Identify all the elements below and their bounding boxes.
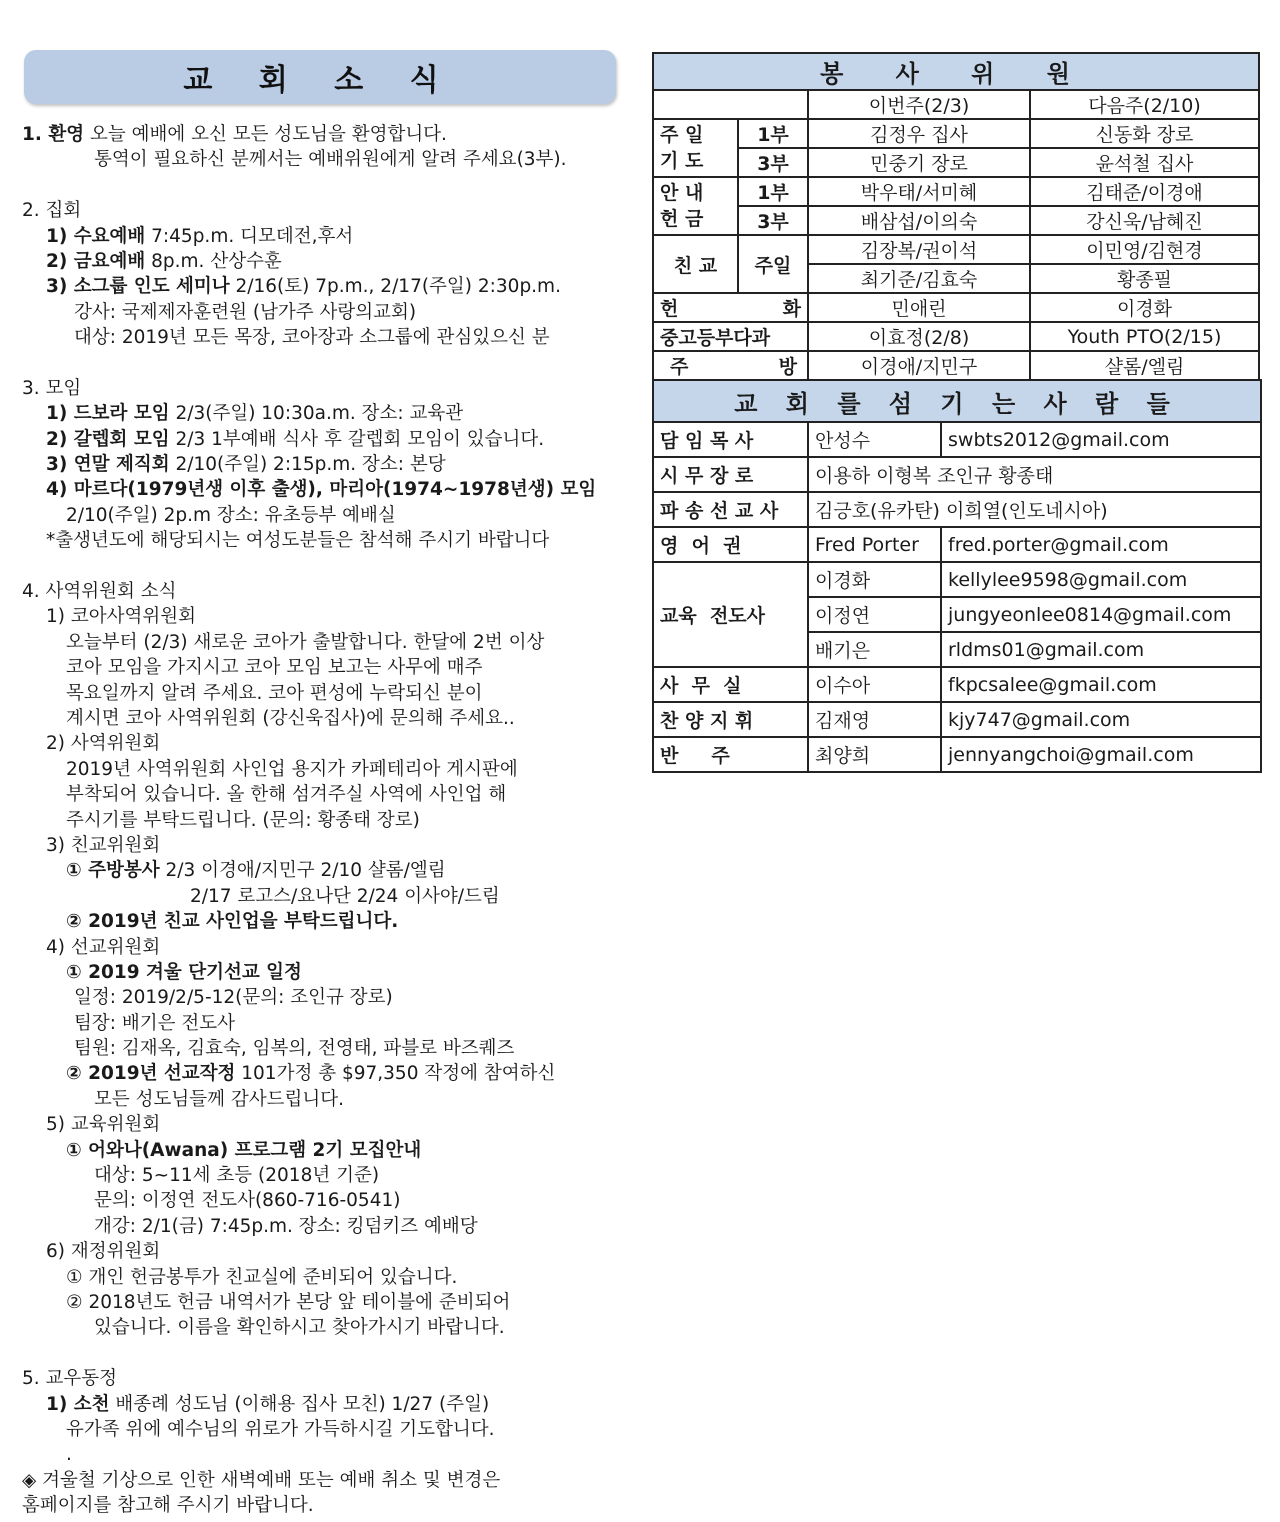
news-line (22, 1417, 637, 1442)
news-line-text: 101가정 총 $97,350 작정에 참여하신 (235, 1063, 556, 1085)
news-line (22, 1366, 637, 1391)
news-line (22, 198, 637, 223)
news-line-text: 강사: 국제제자훈련원 (남가주 사랑의교회) (74, 301, 417, 323)
news-line (22, 604, 637, 629)
news-line (22, 401, 637, 426)
news-line (22, 1442, 637, 1467)
next-week-header: 다음주(2/10) (1030, 90, 1259, 119)
news-line (22, 1112, 637, 1137)
news-line-text: 오늘부터 (2/3) 새로운 코아가 출발합니다. 한달에 2번 이상 (66, 631, 545, 653)
news-line (22, 147, 637, 172)
news-line-bold: 4) 마르다(1979년생 이후 출생), 마리아(1974~1978년생) 모임 (46, 479, 597, 501)
prayer-1-this: 김정우 집사 (808, 119, 1030, 148)
news-line (22, 249, 637, 274)
news-line-text: 홈페이지를 참고해 주시기 바랍니다. (22, 1495, 314, 1517)
pastor-email[interactable]: swbts2012@gmail.com (941, 422, 1261, 457)
flowers-this: 민애린 (808, 293, 1030, 322)
spacer (22, 173, 637, 198)
english-ministry-email[interactable]: fred.porter@gmail.com (941, 527, 1261, 562)
news-line-text: 3) 친교위원회 (46, 834, 161, 856)
news-line-text: 6) 재정위원회 (46, 1241, 161, 1263)
news-line-bold: ① 어와나(Awana) 프로그램 2기 모집안내 (66, 1139, 422, 1161)
news-line (22, 782, 637, 807)
pastor-name: 안성수 (808, 422, 941, 457)
news-line-text: 7:45p.m. 디모데전,후서 (145, 225, 354, 247)
news-line (22, 1239, 637, 1264)
news-line-text: ② 2018년도 헌금 내역서가 본당 앞 테이블에 준비되어 (66, 1291, 511, 1313)
news-line-text: 유가족 위에 예수님의 위로가 가득하시길 기도합니다. (66, 1418, 495, 1440)
news-line (22, 1087, 637, 1112)
news-line (22, 1468, 637, 1493)
news-line (22, 477, 637, 502)
choir-label: 찬 양 지 휘 (653, 702, 808, 737)
news-line (22, 706, 637, 731)
news-line (22, 1138, 637, 1163)
news-line-text: 코아 모임을 가지시고 코아 모임 보고는 사무에 매주 (66, 657, 483, 679)
education-name-2: 이정연 (808, 597, 941, 632)
news-line-bold: ① 주방봉사 (66, 860, 160, 882)
news-line (22, 985, 637, 1010)
fellowship-label: 친 교 (653, 235, 738, 293)
news-line (22, 1315, 637, 1340)
news-line-bold: 2) 갈렙회 모임 (46, 428, 170, 450)
news-line (22, 833, 637, 858)
news-line-bold: 1) 소천 (46, 1393, 110, 1415)
youth-snack-next: Youth PTO(2/15) (1030, 322, 1259, 351)
news-line (22, 503, 637, 528)
news-line (22, 1036, 637, 1061)
news-line (22, 1188, 637, 1213)
usher-1-this: 박우태/서미혜 (808, 177, 1030, 206)
church-news-body (22, 122, 637, 1518)
news-line-text: 주시기를 부탁드립니다. (문의: 황종태 장로) (66, 809, 420, 831)
spacer (22, 351, 637, 376)
news-line-text: ① 개인 헌금봉투가 친교실에 준비되어 있습니다. (66, 1266, 458, 1288)
education-email-3[interactable]: rldms01@gmail.com (941, 632, 1261, 667)
news-line-bold: 1) 수요예배 (46, 225, 146, 247)
news-line-text: 2. 집회 (22, 200, 82, 222)
usher-1-next: 김태준/이경애 (1030, 177, 1259, 206)
usher-3-service: 3부 (738, 206, 808, 235)
news-line-text: 일정: 2019/2/5-12(문의: 조인규 장로) (74, 987, 393, 1009)
news-line-text: 팀원: 김재옥, 김효숙, 임복의, 전영태, 파블로 바즈퀘즈 (74, 1038, 515, 1060)
news-line (22, 731, 637, 756)
kitchen-next: 샬롬/엘림 (1030, 351, 1259, 380)
fellowship-1-next: 이민영/김현경 (1030, 235, 1259, 264)
education-email-1[interactable]: kellylee9598@gmail.com (941, 562, 1261, 597)
fellowship-day: 주일 (738, 235, 808, 293)
volunteers-table (652, 52, 1260, 381)
education-name-1: 이경화 (808, 562, 941, 597)
office-email[interactable]: fkpcsalee@gmail.com (941, 667, 1261, 702)
news-line-text: 계시면 코아 사역위원회 (강신욱집사)에 문의해 주세요.. (66, 707, 515, 729)
news-line (22, 1265, 637, 1290)
news-line (22, 630, 637, 655)
staff-table (652, 379, 1262, 773)
news-line (22, 1290, 637, 1315)
news-line (22, 274, 637, 299)
news-line (22, 655, 637, 680)
news-line-text: 5) 교육위원회 (46, 1114, 161, 1136)
usher-offering-label: 안 내 헌 금 (653, 177, 738, 235)
news-line-text: 개강: 2/1(금) 7:45p.m. 장소: 킹덤키즈 예배당 (94, 1215, 478, 1237)
news-line-text: 4. 사역위원회 소식 (22, 581, 177, 603)
english-ministry-label: 영 어 권 (653, 527, 808, 562)
news-line-text: 2) 사역위원회 (46, 733, 161, 755)
news-line-text: 통역이 필요하신 분께서는 예배위원에게 알려 주세요(3부). (94, 149, 567, 171)
prayer-1-next: 신동화 장로 (1030, 119, 1259, 148)
prayer-label: 주 일 기 도 (653, 119, 738, 177)
prayer-3-service: 3부 (738, 148, 808, 177)
news-line (22, 122, 637, 147)
fellowship-2-next: 황종필 (1030, 264, 1259, 293)
church-news-title: 교 회 소 식 (24, 50, 616, 104)
elders-label: 시 무 장 로 (653, 457, 808, 492)
accompanist-email[interactable]: jennyangchoi@gmail.com (941, 737, 1261, 772)
news-line-bold: 3) 연말 제직회 (46, 454, 170, 476)
news-line-text: 부착되어 있습니다. 올 한해 섬겨주실 사역에 사인업 해 (66, 784, 507, 806)
news-line (22, 909, 637, 934)
news-line (22, 300, 637, 325)
news-line-text: 8p.m. 산상수훈 (145, 250, 282, 272)
choir-name: 김재영 (808, 702, 941, 737)
education-email-2[interactable]: jungyeonlee0814@gmail.com (941, 597, 1261, 632)
news-line-bold: 3) 소그룹 인도 세미나 (46, 276, 230, 298)
news-line-bold: ② 2019년 친교 사인업을 부탁드립니다. (66, 911, 399, 933)
news-line-bold: 1) 드보라 모임 (46, 403, 170, 425)
choir-email[interactable]: kjy747@gmail.com (941, 702, 1261, 737)
news-line (22, 528, 637, 553)
flowers-next: 이경화 (1030, 293, 1259, 322)
kitchen-this: 이경애/지민구 (808, 351, 1030, 380)
news-line-text: ◈ 겨울철 기상으로 인한 새벽예배 또는 예배 취소 및 변경은 (22, 1469, 501, 1491)
prayer-1-service: 1부 (738, 119, 808, 148)
news-line-bold: 2) 금요예배 (46, 250, 146, 272)
accompanist-label: 반 주 (653, 737, 808, 772)
news-line-text: 2/3 1부예배 식사 후 갈렙회 모임이 있습니다. (169, 428, 545, 450)
news-line (22, 935, 637, 960)
fellowship-2-this: 최기준/김효숙 (808, 264, 1030, 293)
news-line-text: 문의: 이정연 전도사(860-716-0541) (94, 1190, 401, 1212)
news-line (22, 681, 637, 706)
prayer-3-next: 윤석철 집사 (1030, 148, 1259, 177)
news-line (22, 757, 637, 782)
church-news-section (22, 50, 637, 1518)
education-label: 교육 전도사 (653, 562, 808, 667)
news-line-text: . (66, 1444, 72, 1466)
news-line-text: 2/16(토) 7p.m., 2/17(주일) 2:30p.m. (229, 276, 561, 298)
news-line-text: 모든 성도님들께 감사드립니다. (94, 1088, 344, 1110)
office-label: 사 무 실 (653, 667, 808, 702)
news-line-bold: ② 2019년 선교작정 (66, 1063, 236, 1085)
prayer-3-this: 민중기 장로 (808, 148, 1030, 177)
news-line-text: 대상: 5~11세 초등 (2018년 기준) (94, 1165, 380, 1187)
news-line (22, 224, 637, 249)
usher-1-service: 1부 (738, 177, 808, 206)
news-line-text: 2/3(주일) 10:30a.m. 장소: 교육관 (169, 403, 464, 425)
news-line-text: 2/10(주일) 2:15p.m. 장소: 본당 (169, 454, 446, 476)
news-line-text: 배종례 성도님 (이해용 집사 모친) 1/27 (주일) (109, 1393, 490, 1415)
news-line (22, 579, 637, 604)
usher-3-next: 강신욱/남혜진 (1030, 206, 1259, 235)
sidebar-tables (652, 52, 1262, 773)
spacer (22, 554, 637, 579)
flowers-label: 헌 화 (653, 293, 808, 322)
news-line (22, 1493, 637, 1518)
news-line (22, 884, 637, 909)
news-line-text: 있습니다. 이름을 확인하시고 찾아가시기 바랍니다. (94, 1317, 505, 1339)
news-line (22, 1011, 637, 1036)
accompanist-name: 최양희 (808, 737, 941, 772)
news-line-text: 2019년 사역위원회 사인업 용지가 카페테리아 게시판에 (66, 758, 518, 780)
news-line (22, 325, 637, 350)
elders-names: 이용하 이형복 조인규 황종태 (808, 457, 1261, 492)
news-line-text: 목요일까지 알려 주세요. 코아 편성에 누락되신 분이 (66, 682, 483, 704)
news-line-text: 대상: 2019년 모든 목장, 코아장과 소그룹에 관심있으신 분 (74, 327, 550, 349)
news-line (22, 376, 637, 401)
news-line (22, 1214, 637, 1239)
news-line (22, 1392, 637, 1417)
this-week-header: 이번주(2/3) (808, 90, 1030, 119)
youth-snack-label: 중고등부다과 (653, 322, 808, 351)
news-line-text: 팀장: 배기은 전도사 (74, 1012, 235, 1034)
news-line (22, 427, 637, 452)
news-line (22, 1163, 637, 1188)
news-line-bold: ① 2019 겨울 단기선교 일정 (66, 961, 302, 983)
spacer (22, 1341, 637, 1366)
news-line (22, 858, 637, 883)
english-ministry-name: Fred Porter (808, 527, 941, 562)
news-line-text: 5. 교우동정 (22, 1368, 118, 1390)
pastor-label: 담 임 목 사 (653, 422, 808, 457)
volunteers-title: 봉 사 위 원 (653, 53, 1259, 90)
news-line-text: 2/10(주일) 2p.m 장소: 유초등부 예배실 (66, 504, 396, 526)
news-line-text: 오늘 예배에 오신 모든 성도님을 환영합니다. (84, 124, 447, 145)
news-line-text: 4) 선교위원회 (46, 936, 161, 958)
news-line-bold: 1. 환영 (22, 124, 85, 145)
news-line-text: 2/3 이경애/지민구 2/10 샬롬/엘림 (159, 860, 446, 882)
staff-title: 교 회 를 섬 기 는 사 람 들 (653, 380, 1261, 422)
missionaries-names: 김긍호(유카탄) 이희열(인도네시아) (808, 492, 1261, 527)
news-line-text: 2/17 로고스/요나단 2/24 이사야/드림 (190, 885, 500, 907)
usher-3-this: 배삼섭/이의숙 (808, 206, 1030, 235)
news-line (22, 452, 637, 477)
youth-snack-this: 이효정(2/8) (808, 322, 1030, 351)
fellowship-1-this: 김장복/권이석 (808, 235, 1030, 264)
news-line-text: 1) 코아사역위원회 (46, 606, 196, 628)
kitchen-label: 주 방 (653, 351, 808, 380)
missionaries-label: 파 송 선 교 사 (653, 492, 808, 527)
volunteers-corner (653, 90, 808, 119)
news-line-text: *출생년도에 해당되시는 여성도분들은 참석해 주시기 바랍니다 (46, 530, 550, 552)
news-line (22, 960, 637, 985)
office-name: 이수아 (808, 667, 941, 702)
news-line (22, 808, 637, 833)
education-name-3: 배기은 (808, 632, 941, 667)
news-line-text: 3. 모임 (22, 377, 82, 399)
news-line (22, 1061, 637, 1086)
